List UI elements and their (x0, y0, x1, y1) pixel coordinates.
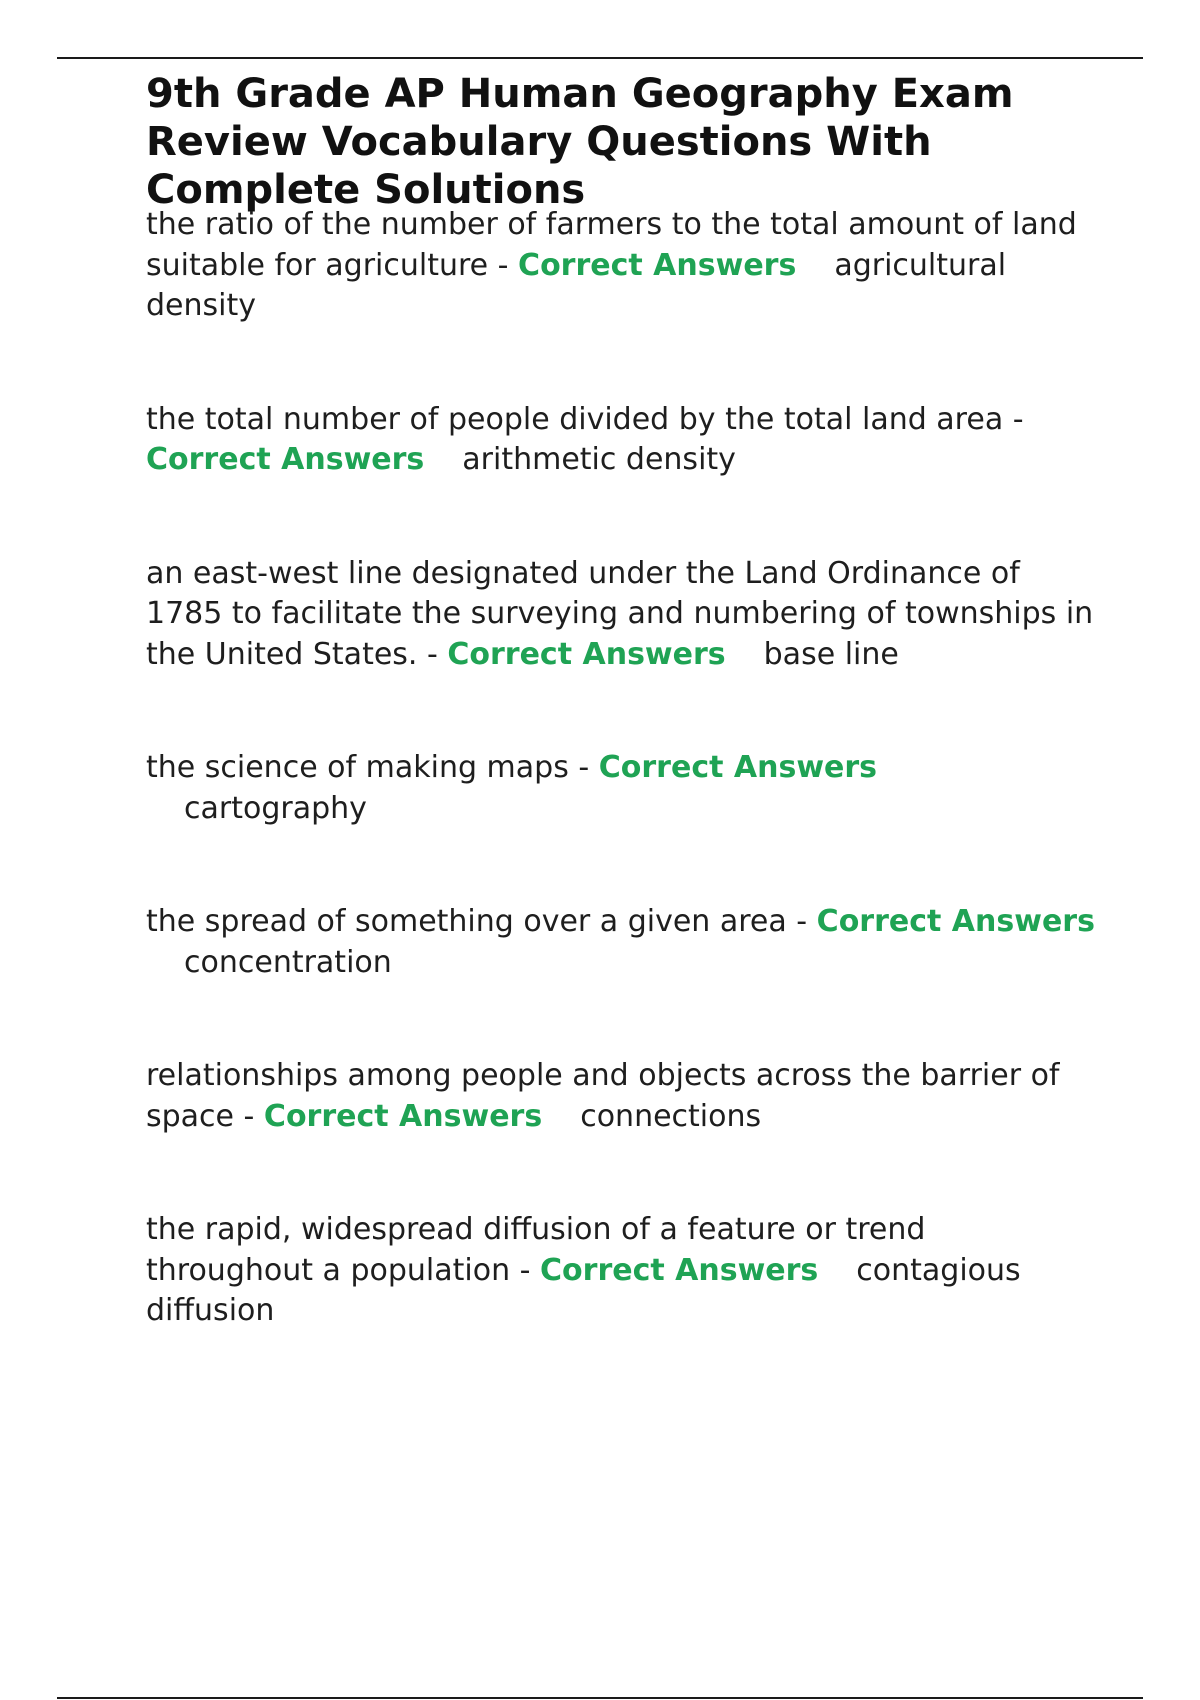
qa-entry (146, 1056, 1096, 1137)
correct-answers-label: Correct Answers (598, 750, 878, 785)
document-body (146, 70, 1096, 1332)
correct-answers-label: Correct Answers (263, 1098, 543, 1134)
question-text: the total number of people divided by the total land area - (146, 401, 1024, 437)
answer-text: agricultural density (146, 247, 1007, 323)
qa-entry (146, 902, 1096, 983)
correct-answers-label: Correct Answers (816, 904, 1095, 939)
qa-entry (146, 554, 1096, 676)
answer-text: connections (580, 1098, 762, 1134)
qa-entry (146, 1210, 1096, 1332)
qa-entry (146, 748, 1096, 829)
answer-text: arithmetic density (462, 442, 736, 477)
answer-text: concentration (184, 944, 392, 980)
document-title: 9th Grade AP Human Geography Exam Review Vocabulary Questions With Complete Solutions (146, 71, 1014, 213)
question-text: the science of making maps - (146, 750, 590, 785)
question-text: the ratio of the number of farmers to the total amount of land suitable for agriculture - (146, 207, 1077, 283)
question-text: the spread of something over a given area - (146, 904, 808, 939)
answer-text: base line (763, 636, 899, 672)
correct-answers-label: Correct Answers (146, 442, 425, 477)
correct-answers-label: Correct Answers (447, 636, 726, 672)
correct-answers-label: Correct Answers (518, 247, 797, 283)
top-rule (57, 57, 1143, 59)
question-text: the rapid, widespread diffusion of a feature or trend throughout a population - (146, 1212, 926, 1288)
answer-text: contagious diffusion (146, 1252, 1021, 1328)
bottom-rule (57, 1697, 1143, 1699)
answer-text: cartography (184, 790, 367, 826)
correct-answers-label: Correct Answers (540, 1252, 819, 1288)
qa-entry (146, 400, 1096, 481)
question-text: an east-west line designated under the Land Ordinance of 1785 to facilitate the surveying and numbering of townships in the United States. - (146, 555, 1094, 672)
question-text: relationships among people and objects across the barrier of space - (146, 1058, 1060, 1134)
qa-entry (146, 205, 1096, 327)
